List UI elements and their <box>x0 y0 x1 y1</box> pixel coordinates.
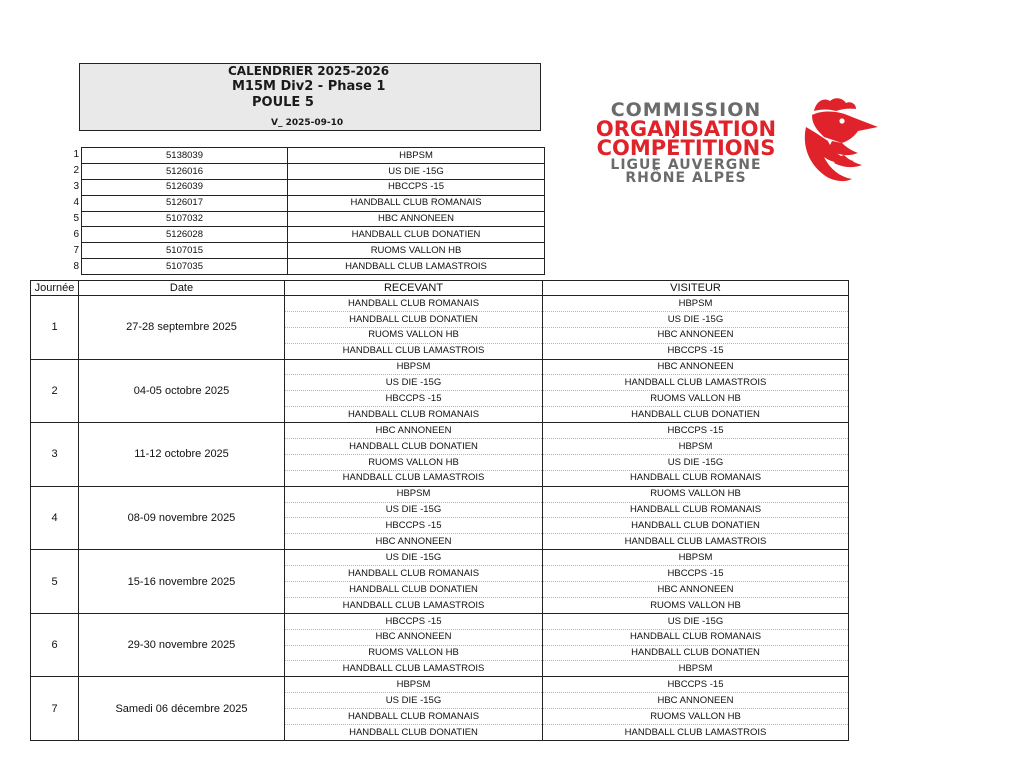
team-code: 5126017 <box>82 195 288 211</box>
home-team: RUOMS VALLON HB <box>285 327 543 343</box>
journee-number: 6 <box>31 613 79 677</box>
team-code: 5126028 <box>82 227 288 243</box>
match-date: 27-28 septembre 2025 <box>79 296 285 360</box>
team-name: HANDBALL CLUB ROMANAIS <box>288 195 545 211</box>
away-team: HBCCPS -15 <box>543 423 849 439</box>
match-row <box>31 613 849 629</box>
away-team: US DIE -15G <box>543 311 849 327</box>
team-row <box>60 243 545 259</box>
home-team: HANDBALL CLUB LAMASTROIS <box>285 470 543 486</box>
team-code: 5107015 <box>82 243 288 259</box>
home-team: HANDBALL CLUB DONATIEN <box>285 311 543 327</box>
header-recevant: RECEVANT <box>285 281 543 296</box>
away-team: RUOMS VALLON HB <box>543 486 849 502</box>
logo-line-3: COMPÉTITIONS <box>596 136 776 160</box>
away-team: HBPSM <box>543 296 849 312</box>
header-date: Date <box>79 281 285 296</box>
away-team: HBC ANNONEEN <box>543 582 849 598</box>
home-team: HBPSM <box>285 677 543 693</box>
home-team: HANDBALL CLUB ROMANAIS <box>285 296 543 312</box>
home-team: RUOMS VALLON HB <box>285 454 543 470</box>
logo-line-5: RHÔNE ALPES <box>625 170 747 186</box>
team-number: 8 <box>73 260 79 272</box>
away-team: HBPSM <box>543 550 849 566</box>
team-number: 4 <box>73 197 79 209</box>
title-box <box>79 63 541 131</box>
away-team: HANDBALL CLUB ROMANAIS <box>543 502 849 518</box>
team-name: US DIE -15G <box>288 163 545 179</box>
home-team: US DIE -15G <box>285 550 543 566</box>
match-row <box>31 296 849 312</box>
week-group <box>31 423 849 487</box>
schedule-header-row <box>31 281 849 296</box>
schedule-table <box>30 280 849 741</box>
journee-number: 7 <box>31 677 79 741</box>
team-name: RUOMS VALLON HB <box>288 243 545 259</box>
home-team: HBC ANNONEEN <box>285 629 543 645</box>
away-team: HBPSM <box>543 661 849 677</box>
category-title: M15M Div2 - Phase 1 <box>232 79 386 94</box>
logo-line-2: ORGANISATION <box>595 117 777 141</box>
home-team: HBCCPS -15 <box>285 613 543 629</box>
away-team: HBC ANNONEEN <box>543 327 849 343</box>
team-number: 6 <box>73 228 79 240</box>
away-team: HANDBALL CLUB LAMASTROIS <box>543 534 849 550</box>
home-team: HBPSM <box>285 359 543 375</box>
team-row <box>60 148 545 164</box>
home-team: HANDBALL CLUB ROMANAIS <box>285 407 543 423</box>
team-name: HANDBALL CLUB LAMASTROIS <box>288 259 545 275</box>
journee-number: 4 <box>31 486 79 550</box>
team-code: 5126039 <box>82 179 288 195</box>
match-date: 11-12 octobre 2025 <box>79 423 285 487</box>
away-team: HBCCPS -15 <box>543 566 849 582</box>
match-date: 08-09 novembre 2025 <box>79 486 285 550</box>
header-journee: Journée <box>31 281 79 296</box>
team-row <box>60 195 545 211</box>
teams-table <box>60 147 545 275</box>
team-number: 5 <box>73 213 79 224</box>
home-team: HANDBALL CLUB ROMANAIS <box>285 566 543 582</box>
home-team: HANDBALL CLUB DONATIEN <box>285 582 543 598</box>
home-team: US DIE -15G <box>285 502 543 518</box>
journee-number: 3 <box>31 423 79 487</box>
week-group <box>31 677 849 741</box>
team-number: 1 <box>73 149 79 161</box>
home-team: HANDBALL CLUB LAMASTROIS <box>285 661 543 677</box>
team-name: HANDBALL CLUB DONATIEN <box>288 227 545 243</box>
away-team: RUOMS VALLON HB <box>543 597 849 613</box>
home-team: HBCCPS -15 <box>285 518 543 534</box>
team-row <box>60 259 545 275</box>
home-team: HBC ANNONEEN <box>285 423 543 439</box>
home-team: US DIE -15G <box>285 375 543 391</box>
away-team: HANDBALL CLUB LAMASTROIS <box>543 375 849 391</box>
week-group <box>31 613 849 677</box>
away-team: HANDBALL CLUB DONATIEN <box>543 645 849 661</box>
team-name: HBC ANNONEEN <box>288 211 545 227</box>
away-team: HBPSM <box>543 439 849 455</box>
home-team: HANDBALL CLUB DONATIEN <box>285 439 543 455</box>
team-row <box>60 163 545 179</box>
team-code: 5107035 <box>82 259 288 275</box>
match-date: Samedi 06 décembre 2025 <box>79 677 285 741</box>
match-row <box>31 550 849 566</box>
home-team: RUOMS VALLON HB <box>285 645 543 661</box>
team-code: 5107032 <box>82 211 288 227</box>
away-team: US DIE -15G <box>543 454 849 470</box>
team-code: 5138039 <box>82 148 288 164</box>
home-team: HANDBALL CLUB LAMASTROIS <box>285 343 543 359</box>
team-row <box>60 227 545 243</box>
match-row <box>31 423 849 439</box>
home-team: US DIE -15G <box>285 693 543 709</box>
journee-number: 2 <box>31 359 79 423</box>
team-name: HBCCPS -15 <box>288 179 545 195</box>
commission-logo <box>586 97 886 187</box>
match-date: 15-16 novembre 2025 <box>79 550 285 614</box>
match-date: 29-30 novembre 2025 <box>79 613 285 677</box>
away-team: HANDBALL CLUB ROMANAIS <box>543 629 849 645</box>
match-row <box>31 359 849 375</box>
away-team: HBC ANNONEEN <box>543 693 849 709</box>
week-group <box>31 296 849 360</box>
match-row <box>31 677 849 693</box>
away-team: HANDBALL CLUB DONATIEN <box>543 518 849 534</box>
away-team: RUOMS VALLON HB <box>543 709 849 725</box>
away-team: US DIE -15G <box>543 613 849 629</box>
logo-line-4: LIGUE AUVERGNE <box>610 157 762 173</box>
home-team: HANDBALL CLUB DONATIEN <box>285 725 543 741</box>
week-group <box>31 359 849 423</box>
week-group <box>31 486 849 550</box>
week-group <box>31 550 849 614</box>
calendar-title: CALENDRIER 2025-2026 <box>228 64 390 78</box>
away-team: RUOMS VALLON HB <box>543 391 849 407</box>
home-team: HBPSM <box>285 486 543 502</box>
home-team: HBC ANNONEEN <box>285 534 543 550</box>
match-row <box>31 486 849 502</box>
home-team: HANDBALL CLUB LAMASTROIS <box>285 597 543 613</box>
team-row <box>60 211 545 227</box>
logo-line-1: COMMISSION <box>610 99 762 121</box>
away-team: HBCCPS -15 <box>543 343 849 359</box>
match-date: 04-05 octobre 2025 <box>79 359 285 423</box>
team-number: 3 <box>73 181 79 193</box>
team-code: 5126016 <box>82 163 288 179</box>
team-name: HBPSM <box>288 148 545 164</box>
home-team: HANDBALL CLUB ROMANAIS <box>285 709 543 725</box>
away-team: HBCCPS -15 <box>543 677 849 693</box>
journee-number: 5 <box>31 550 79 614</box>
header-visiteur: VISITEUR <box>543 281 849 296</box>
away-team: HANDBALL CLUB ROMANAIS <box>543 470 849 486</box>
team-row <box>60 179 545 195</box>
journee-number: 1 <box>31 296 79 360</box>
version-label: V_ 2025-09-10 <box>271 118 344 128</box>
team-number: 2 <box>73 165 79 177</box>
rooster-icon <box>794 97 884 183</box>
team-number: 7 <box>73 244 79 256</box>
pool-title: POULE 5 <box>252 95 314 110</box>
away-team: HANDBALL CLUB LAMASTROIS <box>543 725 849 741</box>
home-team: HBCCPS -15 <box>285 391 543 407</box>
away-team: HBC ANNONEEN <box>543 359 849 375</box>
away-team: HANDBALL CLUB DONATIEN <box>543 407 849 423</box>
